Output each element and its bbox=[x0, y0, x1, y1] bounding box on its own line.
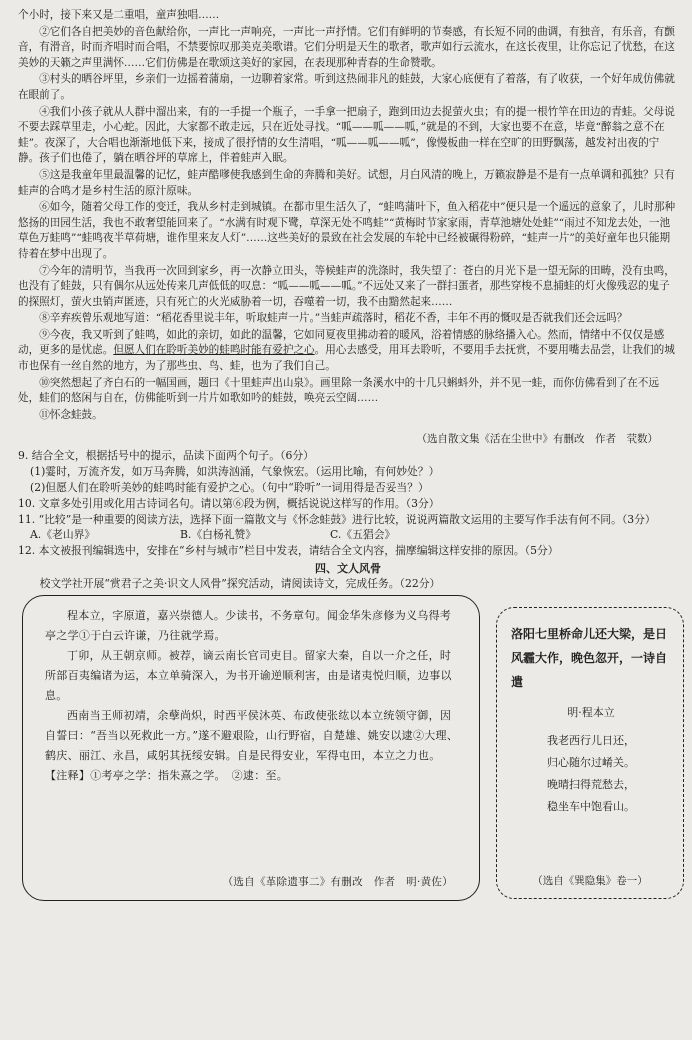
questions bbox=[18, 448, 678, 559]
prose-note: 【注释】①考亭之学：指朱熹之学。 ②逮：至。 bbox=[45, 769, 289, 783]
prose-source: （选自《革除遗事二》有删改 作者 明·黄佐） bbox=[222, 876, 453, 889]
question-11-options bbox=[18, 527, 678, 543]
paragraph-text: 。用心去感受，用耳去聆听，不要用手去抚赏，不要用嘴去品尝，让我们的城市也保有一丝自然的地方，为了那些虫、鸟、蛙，也为了我们自己。 bbox=[18, 344, 675, 373]
poem-title: 洛阳七里桥命儿还大梁，是日风霾大作，晚色忽开，一诗自遣 bbox=[511, 627, 668, 690]
essay-paragraph: 个小时，接下来又是二重唱，童声独唱…… bbox=[18, 9, 220, 21]
poem-line: 晚晴扫得荒愁去， bbox=[547, 778, 635, 792]
essay-paragraph bbox=[18, 328, 678, 375]
question-9-1: (1)霎时，万流齐发，如万马奔腾，如洪涛汹涌，气象恢宏。（运用比喻，有何妙处？） bbox=[30, 465, 440, 479]
essay-paragraph: ⑤这是我童年里最温馨的记忆，蛙声酷嗲使我感到生命的奔腾和美好。试想，月白风清的晚上，万籁寂静是不是有一点单调和孤独？只有蛙声的合鸣才是乡村生活的原汁原味。 bbox=[18, 168, 675, 197]
paragraph-text: ⑨今夜，我又听到了蛙鸣，如此的亲切，如此的温馨，它如同夏夜里拂动着的暖风，浴着情感的脉络播入心。然而，情绪中不仅仅是感动，更多的是忧虑。 bbox=[18, 328, 665, 357]
poem-line: 稳坐车中饱看山。 bbox=[547, 800, 635, 814]
prose-paragraph: 丁卯，从王朝京师。被荐，谪云南长官司吏目。留家大秦，自以一介之任，时所部百夷编诸为运，本立单骑深入，为书开谕逆顺利害，由是诸夷悦归顺，边事以息。 bbox=[45, 649, 452, 703]
question-12: 12. 本文被报刊编辑选中，安排在“乡村与城市”栏目中发表，请结合全文内容，揣摩编辑这样安排的原因。（5分） bbox=[18, 544, 559, 558]
section-title: 四、文人风骨 bbox=[315, 562, 381, 576]
option-c: C.《五猖会》 bbox=[330, 528, 396, 542]
question-11: 11. “比较”是一种重要的阅读方法，选择下面一篇散文与《怀念蛙鼓》进行比较，说说两篇散文运用的主要写作手法有何不同。（3分） bbox=[18, 512, 656, 526]
essay-paragraph: ⑥如今，随着父母工作的变迁，我从乡村走到城镇。在都市里生活久了，“蛙鸣蒲叶下，鱼入稻花中”便只是一个遥远的意象了，儿时那种悠扬的田园生活，我也不敢奢望能回来了。“水满有时观下鹭，草深无处不鸣蛙”“黄梅时节家家雨，青草池塘处处蛙”“雨过不知龙去处，一池草色万蛙鸣”“蛙鸣夜半草荷塘，谁作里来友人灯”……这些美好的景致在社会发展的车轮中已经被碾得粉碎，“蛙声一片”的美好童年也只能期待着在梦中出现了。 bbox=[18, 201, 676, 260]
essay-paragraph: ⑪怀念蛙鼓。 bbox=[39, 408, 103, 421]
essay-paragraph: ④我们小孩子就从人群中溜出来，有的一手提一个瓶子，一手拿一把扇子，跑到田边去捉萤火虫；有的提一根竹竿在田边的青蛙。父母说不要去踩草里走，小心蛇。因此，大家都不敢走远，只在近处寻找。“呱——呱——呱，”就是的不到，大家也要不在意，毕竟“醉翁之意不在蛙”。夜深了，大合唱也渐渐地低下来，接成了很抒情的女生清唱，“呱——呱——呱”，像慢板曲一样在空旷的田野飘荡，越发衬出夜的宁静。孩子们也倦了，躺在晒谷坪的草席上，伴着蛙声入眠。 bbox=[18, 105, 675, 165]
option-b: B.《白杨礼赞》 bbox=[180, 528, 257, 542]
essay-source: （选自散文集《活在尘世中》有删改 作者 茕数） bbox=[416, 433, 658, 446]
essay-paragraph: ⑧辛弃疾曾乐观地写道：“稻花香里说丰年，听取蛙声一片。”当蛙声疏落时，稻花不香，丰年不再的慨叹是否就我们还会远吗？ bbox=[39, 312, 628, 325]
prose-paragraph: 西南当王师初靖，余孽尚炽，时西平侯沐英、布政使张纮以本立统领守御，因自誓曰：“吾当以死救此一方。”遂不避艰险，山行野宿，自楚雄、姚安以逮②大理、鹤庆、丽江、永昌，咸躬其抚绥安辑。自是民得安业，军得屯田，本立之力也。 bbox=[45, 709, 459, 763]
essay-paragraph: ③村头的晒谷坪里，乡亲们一边摇着蒲扇，一边聊着家常。听到这热闹非凡的蛙鼓，大家心底便有了着落，有了收获，一个好年成仿佛就在眼前了。 bbox=[18, 73, 675, 101]
poem-line: 我老西行儿日还， bbox=[547, 734, 635, 748]
question-10: 10. 文章多处引用或化用古诗词名句。请以第⑥段为例，概括说说这样写的作用。（3分） bbox=[18, 496, 440, 510]
option-a: A.《老山界》 bbox=[30, 528, 96, 542]
underlined-sentence: 但愿人们在聆听美妙的蛙鸣时能有爱护之心 bbox=[113, 344, 315, 357]
poem-box bbox=[496, 607, 684, 899]
poem-author: 明·程本立 bbox=[567, 706, 615, 720]
task-instruction: 校文学社开展“赏君子之美·识文人风骨”探究活动，请阅读诗文，完成任务。（22分） bbox=[39, 577, 441, 591]
essay-paragraph: ②它们各自把美妙的音色献给你，一声比一声响亮，一声比一声抒情。它们有鲜明的节奏感，有长短不同的曲调，有独音，有乐音，有颤音，有滑音，时而齐唱时而合唱，不禁要惊叹那美克美歌谱。它们分明是天生的歌者，歌声如行云流水，在这长夜里，让你忘记了忧愁，在这美妙的天籁之声里满怀……它们仿佛是在歌颂这美好的家园，在表现那种青春的生命赞歌。 bbox=[18, 25, 675, 69]
essay-paragraph: ⑦今年的清明节，当我再一次回到家乡，再一次静立田头，等候蛙声的洗涤时，我失望了：苍白的月光下是一望无际的田畴，没有虫鸣，也没有了蛙鼓，只有偶尔从远处传来几声低低的叹息：“呱——呱——呱。”不远处又来了一群扫蛋者，那些穿梭不息捕蛙的灯火像残忍的鬼子的探照灯，萤火虫销声匿迹，只有死亡的火光威胁着一切，吞噬着一切，我不由黯然起来…… bbox=[18, 264, 675, 308]
essay-body bbox=[18, 8, 678, 423]
prose-box bbox=[22, 595, 480, 901]
reading-materials bbox=[18, 595, 678, 907]
poem-source: （选自《巽隐集》卷一） bbox=[532, 875, 648, 888]
essay-paragraph: ⑩突然想起了齐白石的一幅国画，题曰《十里蛙声出山泉》。画里除一条溪水中的十几只蝌蚪外，并不见一蛙，而你仿佛看到了在不远处，蛙们的悠闲与自在，仿佛能听到一片片如歌如吟的蛙鼓，唤亮云空阔…… bbox=[18, 376, 659, 405]
poem-line: 归心随尔过崤关。 bbox=[547, 756, 635, 770]
question-9-2: (2)但愿人们在聆听美妙的蛙鸣时能有爱护之心。（句中“聆听”一词用得是否妥当？） bbox=[30, 481, 429, 495]
question-9: 9. 结合全文，根据括号中的提示，品读下面两个句子。（6分） bbox=[18, 449, 314, 463]
prose-paragraph: 程本立，字原道，嘉兴崇德人。少读书，不务章句。闻金华朱彦修为义乌得考亭之学①于白云许谦，乃往就学焉。 bbox=[45, 609, 452, 643]
